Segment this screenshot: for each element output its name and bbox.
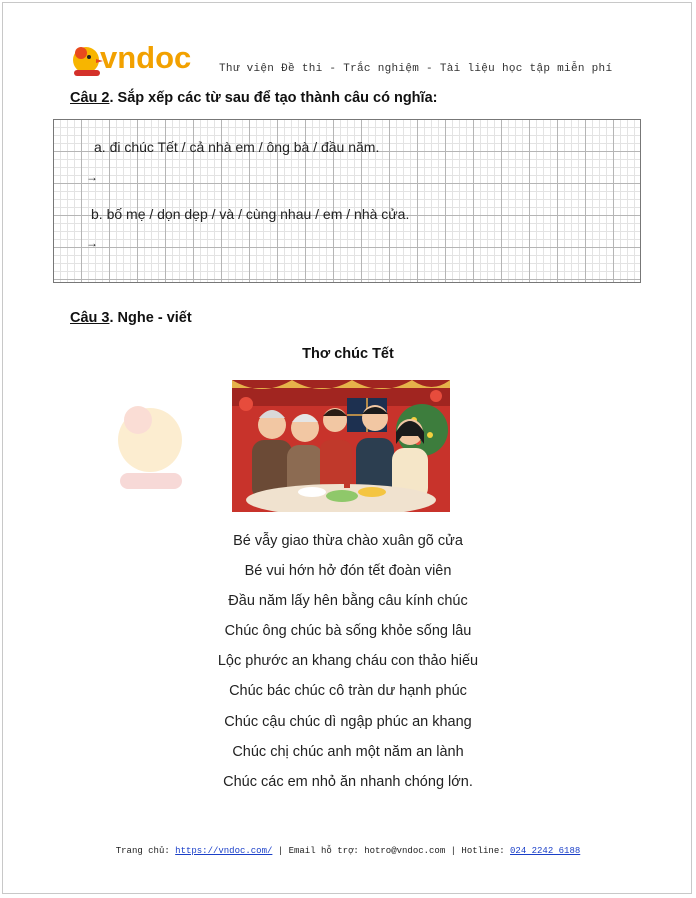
- poem-title: Thơ chúc Tết: [302, 346, 394, 362]
- poem-line: Chúc các em nhỏ ăn nhanh chóng lớn.: [223, 773, 473, 790]
- arrow-icon: →: [86, 236, 98, 250]
- poem-line: Bé vui hớn hở đón tết đoàn viên: [244, 563, 452, 580]
- poem-line: Lộc phước an khang cháu con thảo hiếu: [217, 653, 479, 670]
- footer-email-label: | Email hỗ trợ: hotro@vndoc.com | Hotline:: [272, 846, 511, 856]
- question-2-number: Câu 2: [70, 90, 110, 106]
- poem-line: Chúc cậu chúc dì ngập phúc an khang: [224, 713, 472, 730]
- family-tet-illustration: [232, 380, 450, 512]
- question-3-title: [70, 310, 192, 326]
- footer-home-label: Trang chủ:: [115, 846, 176, 856]
- poem-line: Chúc bác chúc cô tràn dư hạnh phúc: [229, 683, 467, 700]
- footer-home-link[interactable]: https://vndoc.com/: [175, 846, 273, 856]
- arrow-icon: →: [86, 170, 98, 184]
- header-tagline: Thư viện Đề thi - Trắc nghiệm - Tài liệu học tập miễn phí: [219, 63, 613, 75]
- exercise-item-a: a. đi chúc Tết / cả nhà em / ông bà / đầu năm.: [94, 139, 380, 155]
- question-3-number: Câu 3: [70, 310, 110, 326]
- question-2-title: [70, 90, 437, 106]
- question-3-text: . Nghe - viết: [109, 310, 192, 326]
- poem-line: Chúc ông chúc bà sống khỏe sống lâu: [224, 623, 472, 640]
- poem: [0, 530, 696, 801]
- logo-text: vndoc: [100, 40, 192, 75]
- footer-hotline-link[interactable]: 024 2242 6188: [510, 846, 581, 856]
- question-2-text: . Sắp xếp các từ sau để tạo thành câu có nghĩa:: [109, 90, 438, 106]
- poem-line: Chúc chị chúc anh một năm an lành: [232, 743, 464, 760]
- poem-line: Bé vẫy giao thừa chào xuân gõ cửa: [233, 533, 463, 549]
- poem-line: Đầu năm lấy hên bằng câu kính chúc: [228, 593, 468, 610]
- exercise-item-b: b. bố mẹ / dọn dẹp / và / cùng nhau / em / nhà cửa.: [91, 206, 410, 222]
- footer: [0, 846, 696, 856]
